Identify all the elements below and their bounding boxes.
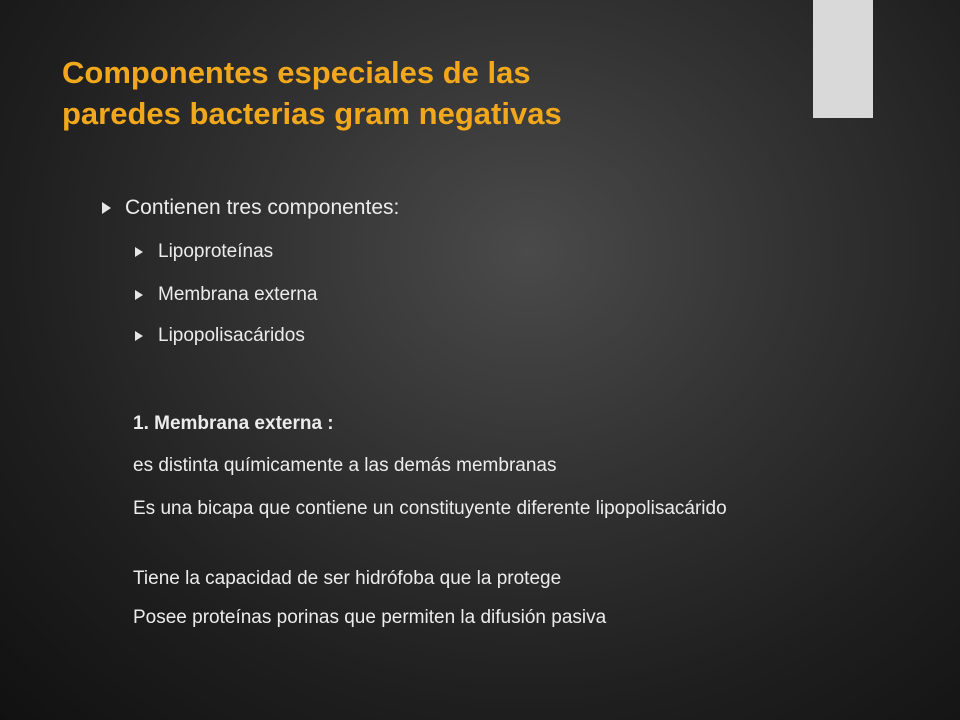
component-bullet-membrana-externa (135, 284, 317, 306)
component-bullet-lipopolisacaridos (135, 325, 305, 347)
component-label: Membrana externa (158, 284, 318, 305)
intro-bullet (102, 196, 399, 220)
section-heading: 1. Membrana externa : (133, 413, 334, 434)
section-line-3: Tiene la capacidad de ser hidrófoba que la protege (133, 568, 562, 589)
section-line-1: es distinta químicamente a las demás membranas (133, 455, 557, 476)
intro-text: Contienen tres componentes: (125, 196, 400, 219)
component-bullet-lipoproteinas (135, 241, 273, 263)
slide-title-line-1: Componentes especiales de las (62, 55, 531, 90)
component-label: Lipoproteínas (158, 241, 274, 262)
slide-title-line-2: paredes bacterias gram negativas (62, 96, 562, 131)
decorative-tab (813, 0, 873, 118)
arrow-bullet-icon (135, 331, 143, 341)
arrow-bullet-icon (135, 247, 143, 257)
section-line-2: Es una bicapa que contiene un constituyente diferente lipopolisacárido (133, 498, 727, 519)
slide-title (62, 52, 782, 134)
section-line-4: Posee proteínas porinas que permiten la difusión pasiva (133, 607, 607, 628)
component-label: Lipopolisacáridos (158, 325, 305, 346)
arrow-bullet-icon (102, 202, 111, 214)
arrow-bullet-icon (135, 290, 143, 300)
